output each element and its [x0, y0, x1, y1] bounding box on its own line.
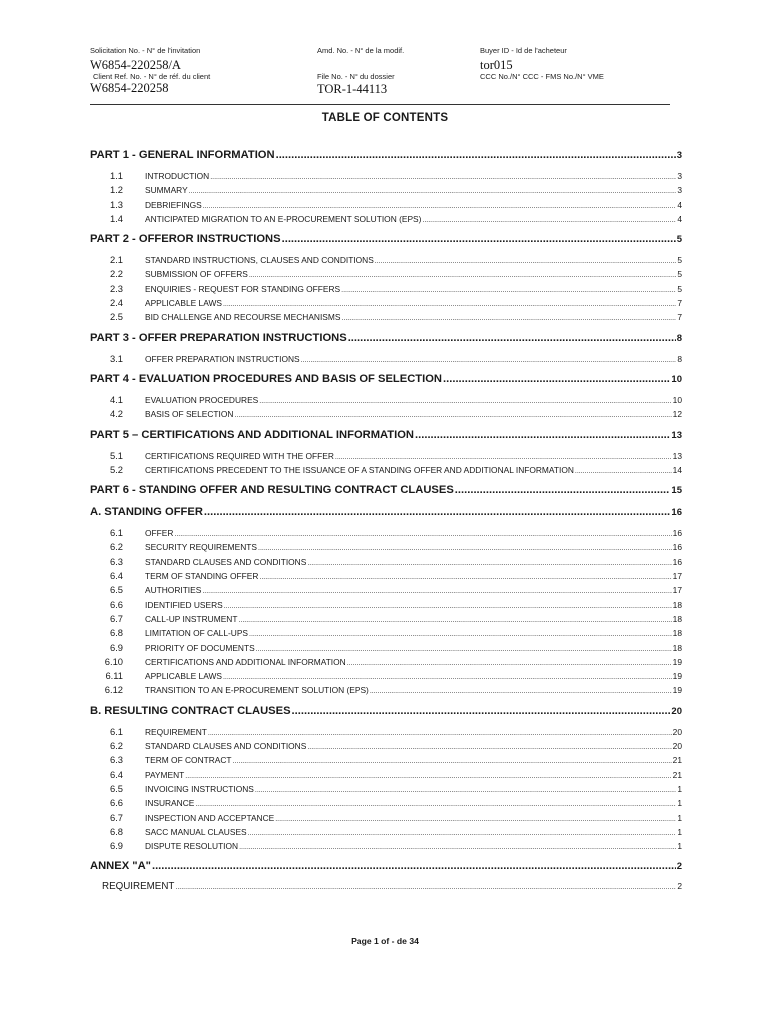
- toc-entry-title: PAYMENT: [145, 769, 185, 780]
- toc-part-title: B. RESULTING CONTRACT CLAUSES: [90, 704, 291, 717]
- toc-entry-number: 1.1: [109, 170, 123, 181]
- toc-part-title: PART 6 - STANDING OFFER AND RESULTING CONTRACT CLAUSES: [90, 484, 454, 497]
- toc-part-page: 5: [676, 234, 682, 246]
- toc-entry-number: 6.9: [109, 641, 123, 653]
- toc-entry-number: 6.5: [109, 584, 123, 596]
- toc-entry-number: 6.4: [109, 768, 123, 780]
- toc-entry-number: 6.5: [109, 782, 123, 794]
- toc-entry-page: 3: [677, 185, 682, 196]
- toc-entry[interactable]: [90, 797, 682, 811]
- toc-entry[interactable]: [90, 570, 682, 584]
- toc-entry-number: 3.1: [109, 352, 123, 364]
- toc-part-title: PART 3 - OFFER PREPARATION INSTRUCTIONS: [90, 331, 347, 344]
- client-ref-label: Client Ref. No. - N° de réf. du client: [93, 72, 211, 81]
- file-block: [317, 72, 395, 97]
- toc-entry-title: IDENTIFIED USERS: [145, 599, 223, 610]
- ccc-label: CCC No./N° CCC - FMS No./N° VME: [480, 72, 604, 81]
- toc-entry-number: 6.4: [109, 570, 123, 582]
- dot-leader: [347, 657, 672, 667]
- toc-entry[interactable]: [90, 584, 682, 598]
- toc-entry-title: CERTIFICATIONS AND ADDITIONAL INFORMATION: [145, 656, 346, 667]
- toc-entry[interactable]: [90, 311, 682, 325]
- toc-entry[interactable]: [90, 754, 682, 768]
- toc-entry-number: 5.1: [109, 449, 123, 461]
- dot-leader: [223, 671, 672, 681]
- toc-entry-page: 18: [672, 599, 682, 610]
- toc-entry[interactable]: [90, 184, 682, 198]
- toc-entry-number: 1.3: [109, 198, 123, 210]
- toc-entry-page: 8: [677, 353, 682, 364]
- toc-entry-page: 1: [677, 841, 682, 852]
- toc-entry-number: 6.12: [104, 684, 123, 696]
- toc-entry-title: OFFER: [145, 528, 174, 539]
- toc-part-heading[interactable]: [90, 506, 682, 522]
- toc-entry-page: 2: [677, 881, 682, 892]
- dot-leader: [575, 465, 672, 475]
- toc-entry[interactable]: [90, 268, 682, 282]
- toc-entry-number: 6.3: [109, 555, 123, 567]
- toc-entry[interactable]: [90, 450, 682, 464]
- toc-entry[interactable]: [90, 464, 682, 478]
- toc-entry-title: SUBMISSION OF OFFERS: [145, 269, 248, 280]
- amendment-label: Amd. No. - N° de la modif.: [317, 46, 405, 55]
- dot-leader: [204, 506, 671, 518]
- toc-entry-page: 20: [672, 741, 682, 752]
- toc-entry-page: 1: [677, 798, 682, 809]
- client-ref-number: W6854-220258: [90, 81, 169, 95]
- dot-leader: [256, 643, 672, 653]
- toc-part-heading[interactable]: [90, 332, 682, 348]
- toc-entry-page: 13: [672, 450, 682, 461]
- toc-entry[interactable]: [90, 613, 682, 627]
- dot-leader: [375, 255, 677, 265]
- toc-entry-title: PRIORITY OF DOCUMENTS: [145, 642, 255, 653]
- toc-entry-list: [90, 254, 682, 325]
- toc-entry-title: TERM OF STANDING OFFER: [145, 571, 259, 582]
- dot-leader: [415, 429, 670, 441]
- dot-leader: [152, 860, 676, 872]
- toc-entry-page: 1: [677, 812, 682, 823]
- dot-leader: [275, 813, 676, 823]
- toc-entry-number: 6.2: [109, 740, 123, 752]
- toc-entry-title: LIMITATION OF CALL-UPS: [145, 628, 248, 639]
- toc-part-heading[interactable]: [90, 705, 682, 721]
- toc-entry[interactable]: [90, 826, 682, 840]
- dot-leader: [233, 755, 672, 765]
- toc-entry-number: 2.2: [109, 268, 123, 280]
- dot-leader: [307, 557, 671, 567]
- toc-entry-number: 6.2: [109, 541, 123, 553]
- toc-entry-number: 6.8: [109, 825, 123, 837]
- header-divider: [90, 104, 670, 105]
- toc-entry-title: CERTIFICATIONS REQUIRED WITH THE OFFER: [145, 450, 334, 461]
- toc-entry-page: 5: [677, 283, 682, 294]
- toc-entry[interactable]: [90, 297, 682, 311]
- toc-entry-number: 6.7: [109, 612, 123, 624]
- toc-entry-title: REQUIREMENT: [102, 881, 175, 893]
- toc-entry-page: 18: [672, 628, 682, 639]
- toc-entry-title: INSPECTION AND ACCEPTANCE: [145, 812, 275, 823]
- ccc-block: [480, 72, 604, 81]
- toc-part-page: 15: [671, 485, 682, 497]
- toc-part-title: ANNEX "A": [90, 860, 151, 873]
- toc-entry-title: BASIS OF SELECTION: [145, 409, 234, 420]
- dot-leader: [210, 171, 676, 181]
- buyer-id: tor015: [480, 58, 513, 72]
- toc-part-page: 3: [676, 150, 682, 161]
- toc-part-title: PART 1 - GENERAL INFORMATION: [90, 149, 275, 161]
- toc-entry-number: 6.3: [109, 754, 123, 766]
- toc-entry-title: CALL-UP INSTRUMENT: [145, 613, 238, 624]
- toc-entry-page: 7: [677, 312, 682, 323]
- toc-entry-number: 6.11: [105, 670, 123, 682]
- toc-entry-number: 6.1: [109, 725, 123, 737]
- toc-entry[interactable]: [90, 684, 682, 698]
- toc-entry-list: [90, 881, 682, 895]
- dot-leader: [282, 233, 676, 245]
- toc-part-heading[interactable]: [90, 484, 682, 500]
- toc-part-page: 10: [671, 373, 682, 385]
- toc-part-page: 2: [676, 861, 682, 873]
- toc-entry-page: 4: [677, 199, 682, 210]
- toc-entry-title: APPLICABLE LAWS: [145, 298, 222, 309]
- toc-entry-page: 19: [672, 656, 682, 667]
- dot-leader: [259, 395, 671, 405]
- dot-leader: [249, 628, 672, 638]
- toc-part-title: PART 4 - EVALUATION PROCEDURES AND BASIS OF SELECTION: [90, 372, 443, 385]
- toc-entry-number: 2.5: [109, 311, 123, 323]
- toc-entry-number: 6.6: [109, 598, 123, 610]
- toc-entry-title: DEBRIEFINGS: [145, 199, 202, 210]
- dot-leader: [203, 200, 677, 210]
- toc-entry-number: 4.2: [109, 408, 123, 420]
- dot-leader: [224, 600, 672, 610]
- toc-entry[interactable]: [90, 527, 682, 541]
- dot-leader: [195, 798, 676, 808]
- dot-leader: [455, 484, 671, 496]
- page-number-footer: Page 1 of - de 34: [351, 936, 419, 946]
- toc-entry-title: BID CHALLENGE AND RECOURSE MECHANISMS: [145, 312, 341, 323]
- toc-entry-number: 6.8: [109, 627, 123, 639]
- toc-entry-list: [90, 170, 682, 227]
- toc-entry-number: 5.2: [109, 463, 123, 475]
- page-title: TABLE OF CONTENTS: [321, 112, 449, 124]
- toc-entry-title: SACC MANUAL CLAUSES: [145, 826, 247, 837]
- toc-entry-number: 2.3: [109, 282, 123, 294]
- client-ref-block: [93, 72, 210, 81]
- toc-entry[interactable]: [90, 670, 682, 684]
- toc-entry[interactable]: [90, 556, 682, 570]
- toc-entry-title: INVOICING INSTRUCTIONS: [145, 783, 254, 794]
- toc-entry[interactable]: [90, 541, 682, 555]
- toc-entry-page: 18: [672, 613, 682, 624]
- toc-entry-title: ENQUIRIES - REQUEST FOR STANDING OFFERS: [145, 283, 341, 294]
- dot-leader: [341, 312, 676, 322]
- toc-part-page: 13: [671, 429, 682, 441]
- toc-entry-number: 2.4: [109, 297, 123, 309]
- toc-entry[interactable]: [90, 599, 682, 613]
- toc-entry-page: 7: [677, 298, 682, 309]
- toc-part-heading[interactable]: [90, 149, 682, 165]
- toc-entry-page: 19: [672, 671, 682, 682]
- dot-leader: [238, 614, 671, 624]
- toc-entry-list: [90, 394, 682, 423]
- toc-entry[interactable]: [90, 408, 682, 422]
- client-ref-value-wrap: [90, 81, 168, 96]
- toc-entry-page: 1: [677, 783, 682, 794]
- toc-entry[interactable]: [90, 740, 682, 754]
- toc-entry-page: 4: [677, 213, 682, 224]
- toc-entry[interactable]: [90, 627, 682, 641]
- toc-part-page: 16: [671, 507, 682, 519]
- toc-entry-title: SUMMARY: [145, 185, 188, 196]
- toc-entry-page: 17: [672, 585, 682, 596]
- toc-entry-title: INSURANCE: [145, 798, 195, 809]
- toc-entry-title: APPLICABLE LAWS: [145, 671, 222, 682]
- toc-part-heading[interactable]: [90, 429, 682, 445]
- toc-entry-page: 1: [677, 826, 682, 837]
- dot-leader: [259, 571, 671, 581]
- solicitation-label: Solicitation No. - N° de l'invitation: [90, 46, 201, 55]
- dot-leader: [348, 332, 676, 344]
- dot-leader: [341, 284, 676, 294]
- toc-entry-page: 21: [672, 769, 682, 780]
- dot-leader: [248, 827, 677, 837]
- toc-entry[interactable]: [90, 881, 682, 895]
- toc-entry[interactable]: [90, 394, 682, 408]
- toc-entry-number: 1.4: [109, 212, 123, 224]
- dot-leader: [239, 841, 676, 851]
- toc-entry-number: 6.7: [109, 811, 123, 823]
- dot-leader: [335, 451, 672, 461]
- toc-entry-number: 4.1: [109, 393, 123, 405]
- toc-entry-title: REQUIREMENT: [145, 726, 207, 737]
- dot-leader: [307, 741, 671, 751]
- toc-entry-title: AUTHORITIES: [145, 585, 202, 596]
- amendment-block: [317, 46, 404, 55]
- dot-leader: [443, 373, 670, 385]
- toc-entry[interactable]: [90, 642, 682, 656]
- file-label: File No. - N° du dossier: [317, 72, 395, 81]
- dot-leader: [223, 298, 676, 308]
- dot-leader: [249, 269, 676, 279]
- toc-entry-title: OFFER PREPARATION INSTRUCTIONS: [145, 353, 300, 364]
- toc-part-heading[interactable]: [90, 373, 682, 389]
- toc-entry-page: 16: [672, 528, 682, 539]
- toc-entry-page: 5: [677, 269, 682, 280]
- toc-entry-title: CERTIFICATIONS PRECEDENT TO THE ISSUANCE OF A STANDING OFFER AND ADDITIONAL INFORMATION: [145, 464, 574, 475]
- toc-entry-title: STANDARD CLAUSES AND CONDITIONS: [145, 556, 307, 567]
- toc-entry[interactable]: [90, 199, 682, 213]
- toc-entry-title: STANDARD INSTRUCTIONS, CLAUSES AND CONDITIONS: [145, 255, 374, 266]
- toc-entry-number: 1.2: [109, 184, 123, 196]
- toc-part-title: PART 5 – CERTIFICATIONS AND ADDITIONAL INFORMATION: [90, 428, 415, 441]
- toc-entry[interactable]: [90, 353, 682, 367]
- toc-entry-title: INTRODUCTION: [145, 171, 210, 181]
- dot-leader: [175, 881, 676, 891]
- toc-entry-number: 6.9: [109, 840, 123, 852]
- toc-entry-page: 14: [672, 464, 682, 475]
- toc-entry[interactable]: [90, 726, 682, 740]
- toc-entry-page: 16: [672, 556, 682, 567]
- toc-entry-number: 2.1: [109, 254, 123, 266]
- toc-part-page: 8: [676, 332, 682, 344]
- toc-entry-title: EVALUATION PROCEDURES: [145, 394, 259, 405]
- toc-entry-page: 18: [672, 642, 682, 653]
- toc-entry[interactable]: [90, 254, 682, 268]
- toc-entry-list: [90, 450, 682, 479]
- dot-leader: [234, 409, 671, 419]
- toc-part-heading[interactable]: [90, 233, 682, 249]
- dot-leader: [301, 354, 677, 364]
- toc-entry-title: TRANSITION TO AN E-PROCUREMENT SOLUTION (EPS): [145, 685, 369, 696]
- toc-entry-number: 6.1: [109, 527, 123, 539]
- dot-leader: [292, 705, 671, 717]
- toc-entry-title: ANTICIPATED MIGRATION TO AN E-PROCUREMENT SOLUTION (EPS): [145, 213, 422, 224]
- toc-entry-list: [90, 353, 682, 367]
- buyer-label: Buyer ID - Id de l'acheteur: [480, 46, 567, 55]
- toc-entry-page: 12: [672, 409, 682, 420]
- toc-entry-page: 10: [672, 394, 682, 405]
- toc-part-title: A. STANDING OFFER: [90, 506, 203, 519]
- dot-leader: [422, 214, 676, 224]
- toc-entry-number: 6.10: [104, 655, 123, 667]
- toc-entry-page: 17: [672, 571, 682, 582]
- page-header: [0, 0, 770, 110]
- toc-entry-list: [90, 726, 682, 855]
- dot-leader: [255, 784, 676, 794]
- toc-entry-page: 20: [672, 726, 682, 737]
- dot-leader: [208, 727, 672, 737]
- toc-entry-title: SECURITY REQUIREMENTS: [145, 542, 257, 553]
- toc-entry[interactable]: [90, 783, 682, 797]
- toc-entry-number: 6.6: [109, 797, 123, 809]
- toc-entry[interactable]: [90, 812, 682, 826]
- toc-entry[interactable]: [90, 840, 682, 854]
- toc-part-heading[interactable]: [90, 860, 682, 876]
- toc-entry-title: DISPUTE RESOLUTION: [145, 841, 239, 852]
- solicitation-block: [90, 46, 200, 73]
- toc-entry[interactable]: [90, 170, 682, 184]
- toc-part-page: 20: [671, 705, 682, 717]
- toc-entry[interactable]: [90, 656, 682, 670]
- toc-entry-list: [90, 527, 682, 699]
- dot-leader: [370, 685, 672, 695]
- toc-entry[interactable]: [90, 769, 682, 783]
- toc-entry-title: STANDARD CLAUSES AND CONDITIONS: [145, 741, 307, 752]
- dot-leader: [258, 542, 672, 552]
- toc-entry-title: TERM OF CONTRACT: [145, 755, 232, 766]
- toc-entry-page: 5: [677, 255, 682, 266]
- dot-leader: [189, 185, 677, 195]
- solicitation-number: W6854-220258/A: [90, 58, 181, 72]
- dot-leader: [185, 770, 671, 780]
- file-number: TOR-1-44113: [317, 82, 388, 96]
- buyer-block: [480, 46, 567, 73]
- toc-entry-page: 3: [677, 171, 682, 181]
- toc-entry-page: 19: [672, 685, 682, 696]
- dot-leader: [276, 149, 676, 161]
- toc-entry-page: 21: [672, 755, 682, 766]
- toc-entry[interactable]: [90, 213, 682, 227]
- toc-entry-page: 16: [672, 542, 682, 553]
- dot-leader: [174, 528, 671, 538]
- toc-part-title: PART 2 - OFFEROR INSTRUCTIONS: [90, 233, 281, 246]
- toc-entry[interactable]: [90, 283, 682, 297]
- table-of-contents: [90, 149, 682, 898]
- dot-leader: [202, 585, 671, 595]
